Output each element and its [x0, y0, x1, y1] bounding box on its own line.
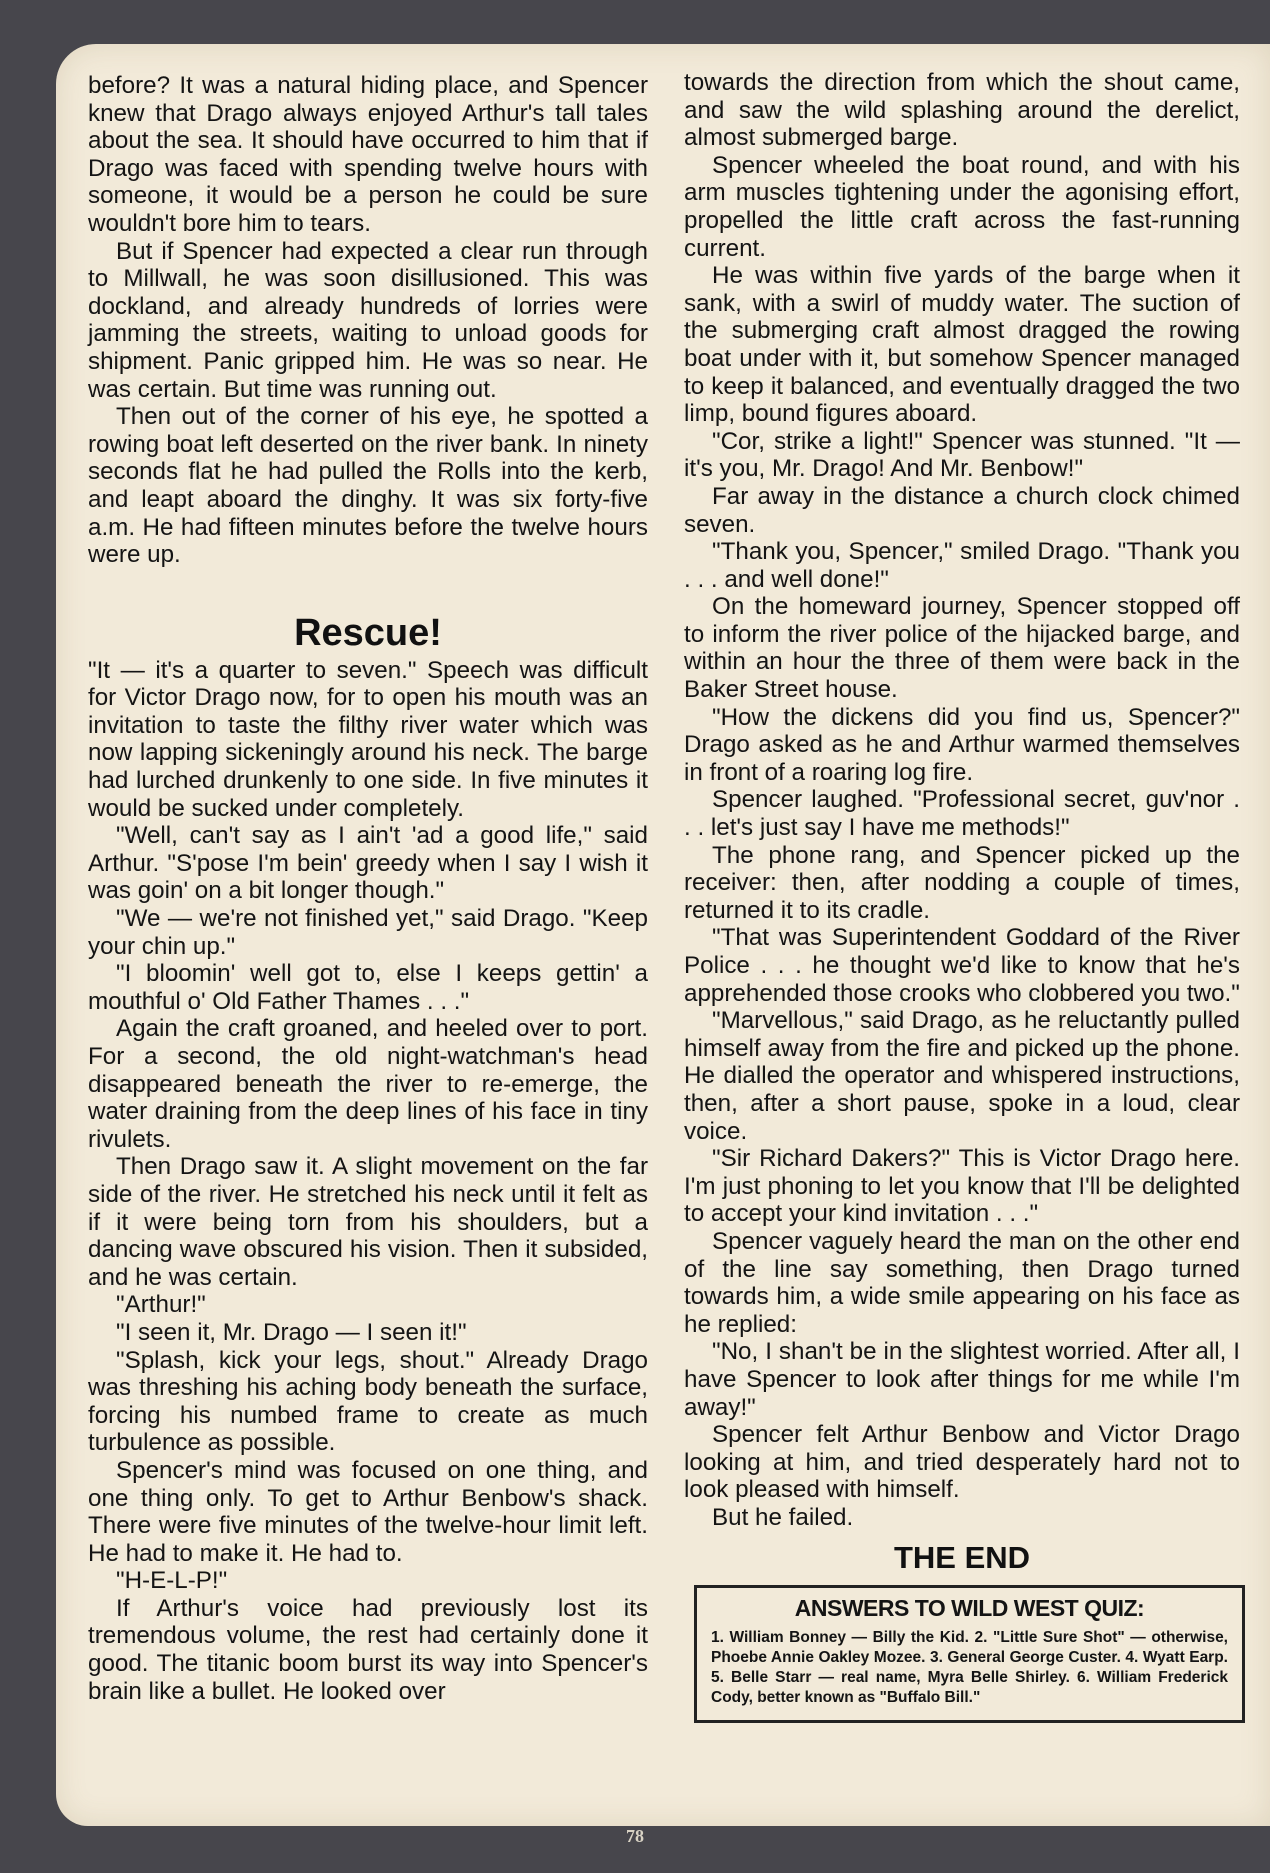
paragraph: "I bloomin' well got to, else I keeps gettin' a mouthful o' Old Father Thames . . ."	[88, 960, 648, 1015]
paragraph: "Cor, strike a light!" Spencer was stunned. "It — it's you, Mr. Drago! And Mr. Benbow!"	[684, 427, 1240, 483]
paragraph: "Splash, kick your legs, shout." Already Drago was threshing his aching body beneath the surface, forcing his numbed frame to create as much turbulence as possible.	[88, 1346, 648, 1457]
paragraph: "Marvellous," said Drago, as he reluctantly pulled himself away from the fire and picked up the phone. He dialled the operator and whispered instructions, then, after a short pause, spoke in a loud, clear voice.	[684, 1007, 1240, 1145]
paragraph: "That was Superintendent Goddard of the River Police . . . he thought we'd like to know that he's apprehended those crooks who clobbered you two."	[684, 924, 1240, 1007]
the-end-heading: THE END	[893, 1540, 1031, 1576]
right-column	[684, 69, 1240, 1723]
paragraph: "H-E-L-P!"	[116, 1567, 228, 1595]
section-heading: Rescue!	[294, 611, 442, 654]
paragraph: Spencer felt Arthur Benbow and Victor Drago looking at him, and tried desperately hard not to look pleased with himself.	[684, 1421, 1240, 1504]
paragraph: "Thank you, Spencer," smiled Drago. "Thank you . . . and well done!"	[684, 538, 1240, 593]
paragraph: "How the dickens did you find us, Spencer?" Drago asked as he and Arthur warmed themselves in front of a roaring log fire.	[684, 703, 1240, 786]
paragraph: "Arthur!"	[116, 1291, 206, 1319]
paragraph: If Arthur's voice had previously lost its tremendous volume, the rest had certainly done it good. The titanic boom burst its way into Spencer's brain like a bullet. He looked over	[88, 1594, 648, 1705]
quiz-answers-box	[694, 1585, 1245, 1723]
paragraph: The phone rang, and Spencer picked up the receiver: then, after nodding a couple of times, returned it to its cradle.	[684, 841, 1240, 924]
paragraph: Spencer vaguely heard the man on the other end of the line say something, then Drago turned towards him, a wide smile appearing on his face as he replied:	[684, 1227, 1240, 1338]
paragraph: "I seen it, Mr. Drago — I seen it!"	[116, 1318, 467, 1346]
paragraph: Far away in the distance a church clock chimed seven.	[684, 482, 1240, 538]
paragraph: But he failed.	[712, 1503, 854, 1531]
paragraph: "Sir Richard Dakers?" This is Victor Drago here. I'm just phoning to let you know that I'll be delighted to accept your kind invitation . . ."	[684, 1145, 1240, 1228]
paragraph: "We — we're not finished yet," said Drago. "Keep your chin up."	[88, 905, 648, 960]
paragraph: "No, I shan't be in the slightest worried. After all, I have Spencer to look after things for me while I'm away!"	[684, 1338, 1240, 1421]
paragraph: Then Drago saw it. A slight movement on the far side of the river. He stretched his neck until it felt as if it were being torn from his shoulders, but a dancing wave obscured his vision. Then it subsided, and he was certain.	[88, 1153, 648, 1291]
paragraph: Spencer laughed. "Professional secret, guv'nor . . . let's just say I have me methods!"	[684, 786, 1240, 842]
paragraph: Spencer wheeled the boat round, and with his arm muscles tightening under the agonising effort, propelled the little craft across the fast-running current.	[684, 151, 1240, 262]
quiz-answers-text: 1. William Bonney — Billy the Kid. 2. "Little Sure Shot" — otherwise, Phoebe Annie Oakley Mozee. 3. General George Custer. 4. Wyatt Earp. 5. Belle Starr — real name, Myra Belle Shirley. 6. William Frederick Cody, better known as "Buffalo Bill."	[711, 1629, 1228, 1707]
paragraph: "It — it's a quarter to seven." Speech was difficult for Victor Drago now, for to open his mouth was an invitation to taste the filthy river water which was now lapping sickeningly around his neck. The barge had lurched drunkenly to one side. In five minutes it would be sucked under completely.	[88, 656, 648, 822]
paragraph: Then out of the corner of his eye, he spotted a rowing boat left deserted on the river bank. In ninety seconds flat he had pulled the Rolls into the kerb, and leapt aboard the dinghy. It was six forty-five a.m. He had fifteen minutes before the twelve hours were up.	[88, 403, 648, 569]
page-number: 78	[626, 1826, 644, 1846]
paragraph: before? It was a natural hiding place, and Spencer knew that Drago always enjoyed Arthur's tall tales about the sea. It should have occurred to him that if Drago was faced with spending twelve hours with someone, it would be a person he could be sure wouldn't bore him to tears.	[88, 72, 648, 237]
paragraph: But if Spencer had expected a clear run through to Millwall, he was soon disillusioned. This was dockland, and already hundreds of lorries were jamming the streets, waiting to unload goods for shipment. Panic gripped him. He was so near. He was certain. But time was running out.	[88, 237, 648, 403]
paragraph: He was within five yards of the barge when it sank, with a swirl of muddy water. The suction of the submerging craft almost dragged the rowing boat under with it, but somehow Spencer managed to keep it balanced, and eventually dragged the two limp, bound figures aboard.	[684, 262, 1240, 428]
paragraph: Spencer's mind was focused on one thing, and one thing only. To get to Arthur Benbow's shack. There were five minutes of the twelve-hour limit left. He had to make it. He had to.	[88, 1456, 648, 1567]
paragraph: "Well, can't say as I ain't 'ad a good life," said Arthur. "S'pose I'm bein' greedy when I say I wish it was goin' on a bit longer though."	[88, 822, 648, 905]
quiz-title: ANSWERS TO WILD WEST QUIZ:	[794, 1595, 1145, 1622]
paragraph: On the homeward journey, Spencer stopped off to inform the river police of the hijacked barge, and within an hour the three of them were back in the Baker Street house.	[684, 593, 1240, 704]
paragraph: towards the direction from which the shout came, and saw the wild splashing around the derelict, almost submerged barge.	[684, 69, 1240, 152]
section-spacer	[88, 569, 648, 611]
paragraph: Again the craft groaned, and heeled over to port. For a second, the old night-watchman's head disappeared beneath the river to re-emerge, the water draining from the deep lines of his face in tiny rivulets.	[88, 1015, 648, 1153]
left-column	[88, 72, 648, 1705]
